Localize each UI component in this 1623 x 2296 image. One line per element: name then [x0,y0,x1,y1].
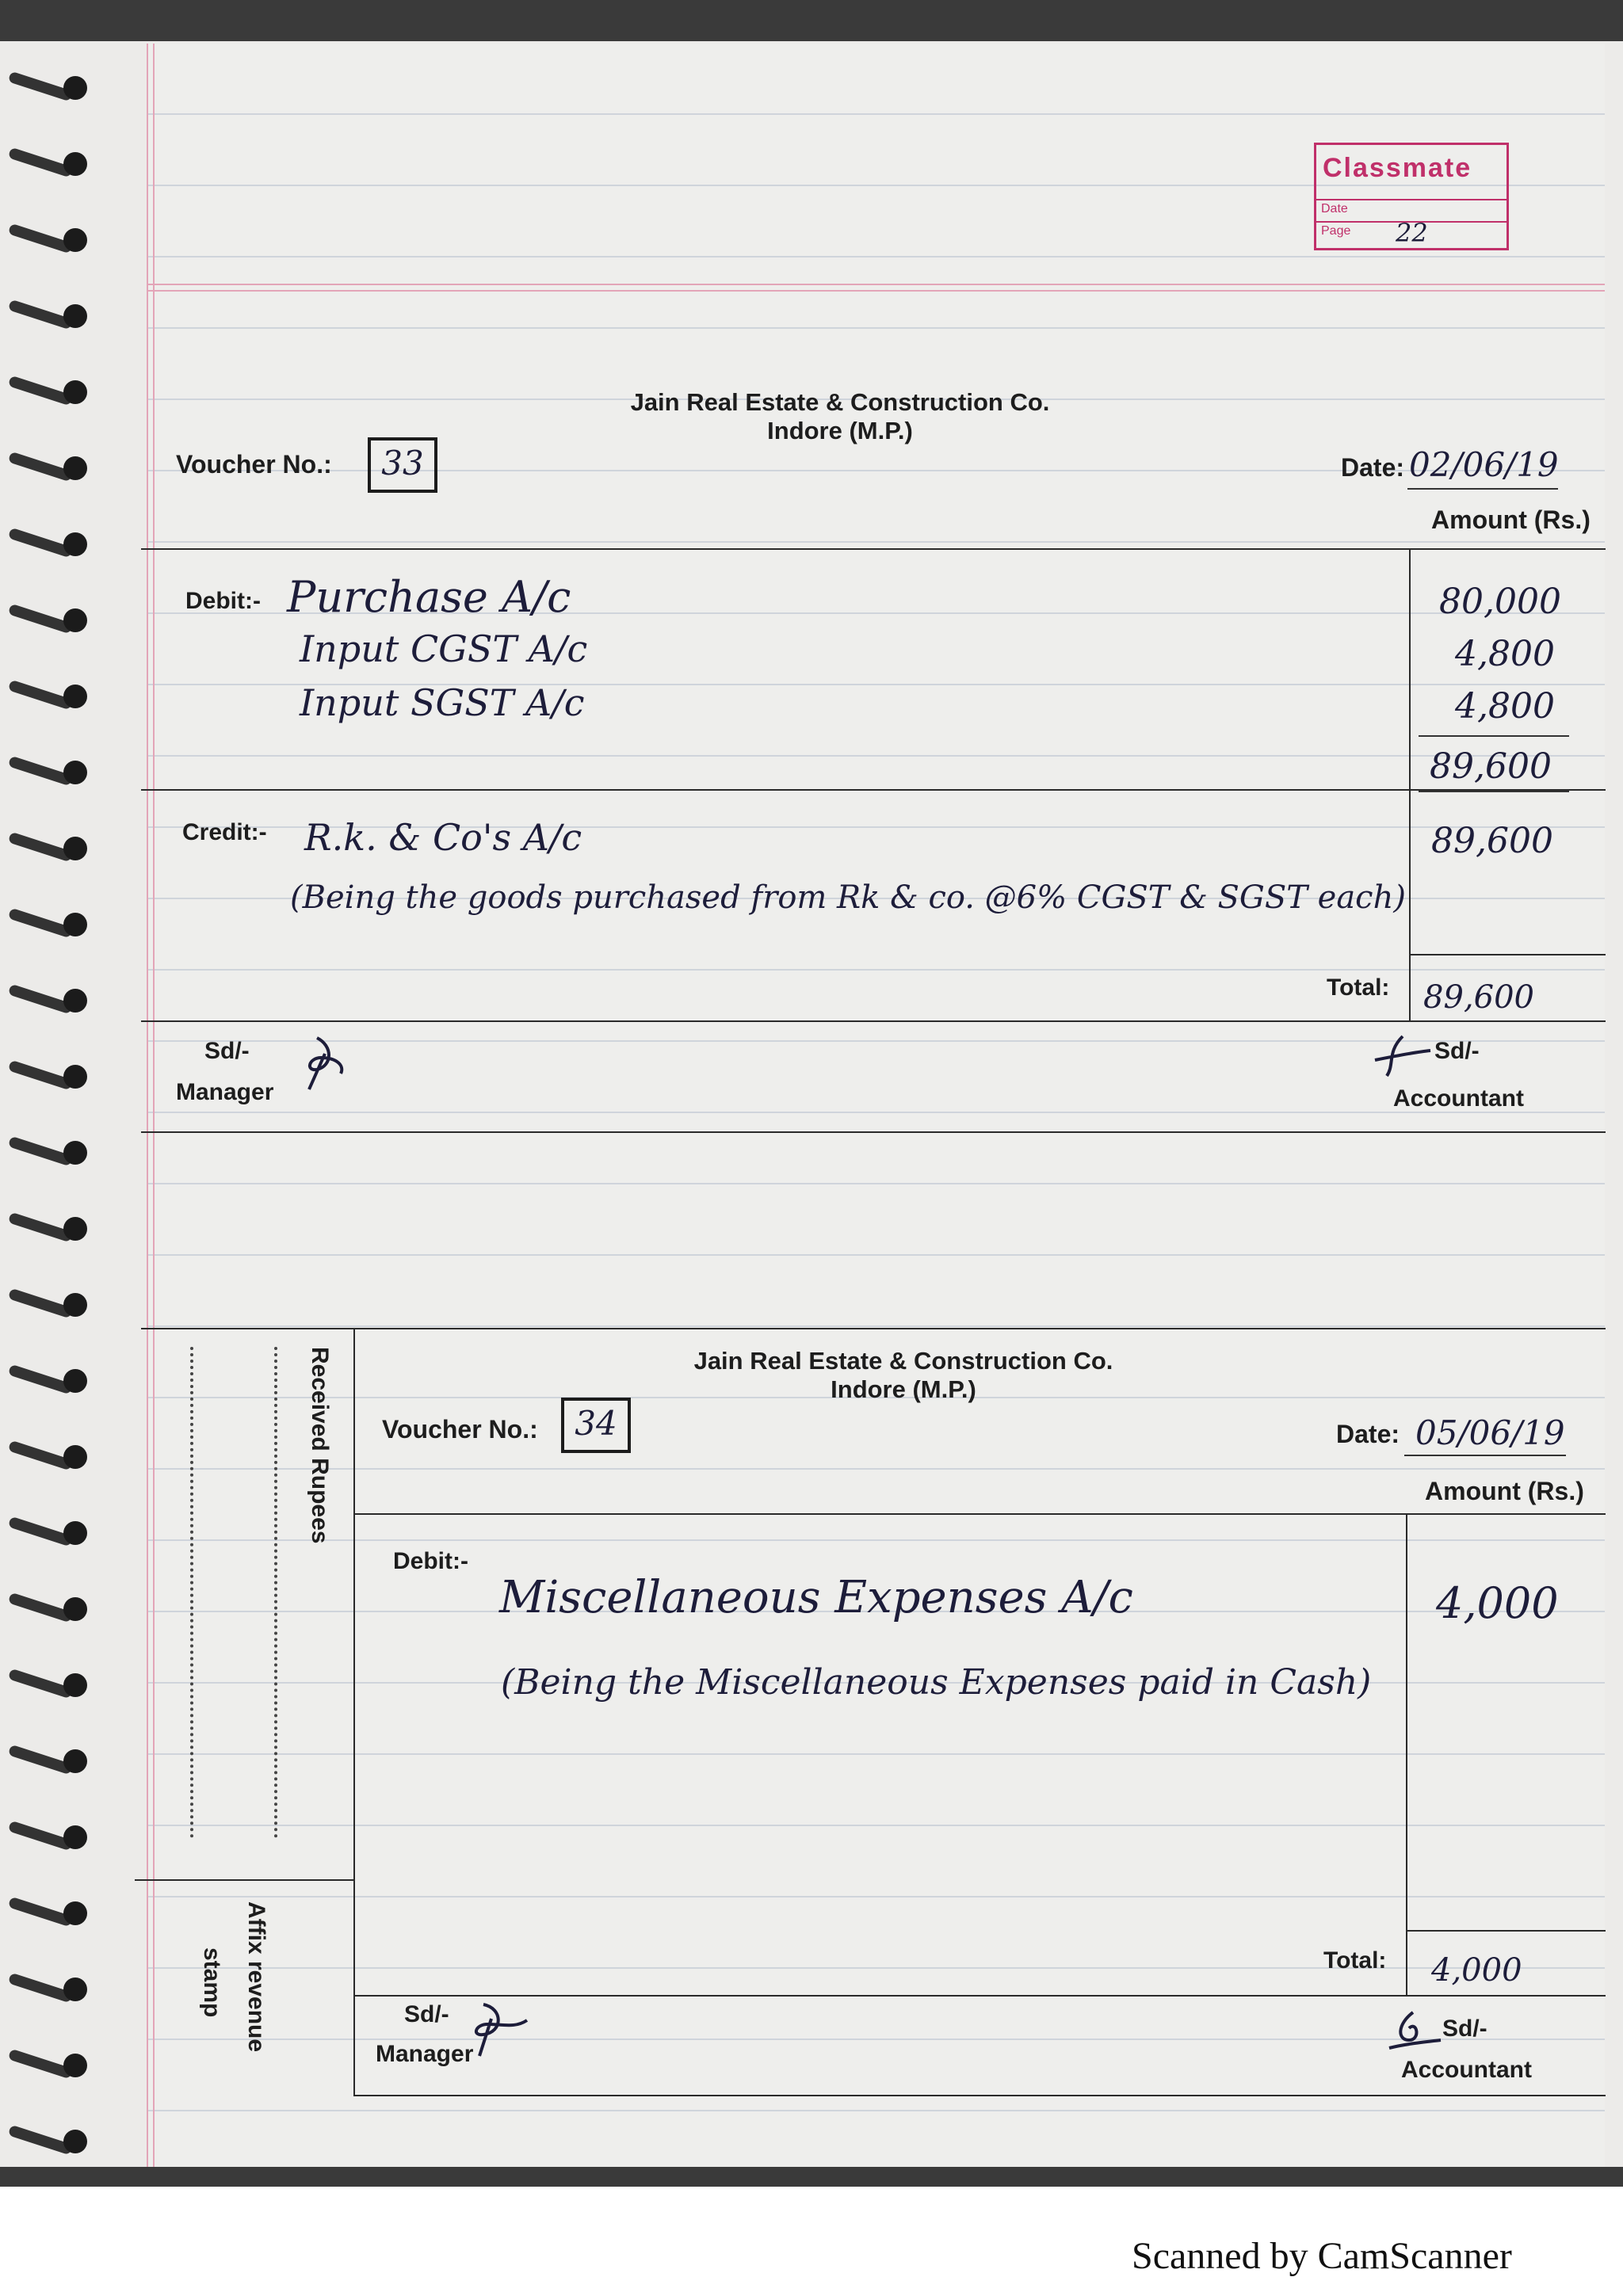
punch-hole [63,1825,87,1849]
punch-hole [63,761,87,784]
spiral-ring [8,2049,87,2081]
spiral-ring [8,299,87,331]
manager-label: Manager [176,1079,274,1105]
credit-entry: R.k. & Co's A/c [304,816,582,859]
punch-hole [63,2130,87,2153]
debit-subtotal-rule [1419,735,1569,737]
stamp-label: stamp [199,1947,225,2018]
accountant-sd: Sd/- [1434,1038,1480,1064]
page-number: 22 [1396,218,1428,248]
stub-stamp-divider [135,1879,355,1881]
narration: (Being the Miscellaneous Expenses paid in Cash) [501,1662,1372,1703]
punch-hole [63,380,87,404]
voucher2-top-rule [141,1328,1606,1329]
margin-line [147,44,148,2167]
stub-dotted-line [274,1347,277,1838]
punch-hole [63,1978,87,2001]
punch-hole [63,913,87,936]
accountant-sd: Sd/- [1442,2016,1487,2042]
spiral-ring [8,1745,87,1776]
total-amount: 89,600 [1423,979,1534,1016]
scan-bottom-edge [0,2167,1623,2187]
debit-subtotal: 89,600 [1430,746,1552,787]
affix-revenue-label: Affix revenue [243,1901,269,2053]
punch-hole [63,76,87,100]
spiral-ring [8,376,87,407]
header-rule-2 [147,290,1605,292]
total-top-rule [1406,1930,1606,1932]
amount-header: Amount (Rs.) [1431,505,1591,534]
punch-hole [63,1673,87,1697]
debit-label: Debit:- [393,1548,468,1574]
margin-line-2 [153,44,155,2167]
punch-hole [63,532,87,556]
stamp-date-label: Date [1321,202,1348,215]
voucher-date: 05/06/19 [1415,1413,1565,1452]
narration: (Being the goods purchased from Rk & co. @6% CGST & SGST each) [290,879,1406,916]
voucher-bottom-rule [141,1131,1606,1133]
debit-entry-input-sgst: Input SGST A/c [300,681,585,724]
manager-signature [460,1997,531,2060]
scanner-watermark: Scanned by CamScanner [1132,2235,1512,2277]
punch-hole [63,1445,87,1469]
spiral-ring [8,147,87,179]
punch-hole [63,304,87,328]
voucher-no-label: Voucher No.: [176,450,332,479]
punch-hole [63,1217,87,1241]
debit-amount-purchase: 80,000 [1439,582,1561,622]
received-rupees-label: Received Rupees [307,1347,333,1544]
punch-hole [63,456,87,480]
spiral-ring [8,756,87,788]
punch-hole [63,837,87,860]
spiral-ring [8,1212,87,1244]
header-rule [147,284,1605,285]
credit-label: Credit:- [182,819,267,845]
manager-signature [293,1030,357,1093]
spiral-ring [8,1973,87,2004]
signature-top-rule [353,1995,1606,1997]
spiral-ring [8,71,87,103]
amount-header: Amount (Rs.) [1425,1477,1584,1505]
punch-hole [63,1065,87,1089]
notebook-page [147,44,1605,2167]
voucher-date: 02/06/19 [1409,445,1559,484]
voucher-no-box: 34 [561,1398,631,1453]
amount-column-rule [1406,1513,1407,1997]
spiral-ring [8,1440,87,1472]
spiral-ring [8,680,87,711]
debit-credit-divider [141,789,1606,791]
spiral-ring [8,1897,87,1928]
spiral-ring [8,1669,87,1700]
punch-hole [63,1293,87,1317]
stub-dotted-line [190,1347,193,1838]
spiral-ring [8,223,87,255]
punch-hole [63,989,87,1013]
spiral-ring [8,604,87,635]
company-name: Jain Real Estate & Construction Co. [630,388,1050,416]
manager-label: Manager [376,2041,474,2067]
spiral-ring [8,2125,87,2157]
stamp-rule [1316,199,1507,200]
spiral-ring [8,984,87,1016]
spiral-ring [8,1136,87,1168]
accountant-signature [1385,2004,1449,2060]
punch-hole [63,228,87,252]
voucher-bottom-rule [353,2095,1606,2096]
signature-top-rule [141,1020,1606,1022]
brand-name: Classmate [1323,153,1472,183]
punch-hole [63,608,87,632]
amount-column-rule [1409,548,1411,1020]
total-label: Total: [1327,974,1390,1001]
debit-entry: Miscellaneous Expenses A/c [499,1572,1133,1623]
voucher-no-box: 33 [368,437,437,493]
spiral-ring [8,1288,87,1320]
company-city: Indore (M.P.) [767,417,913,444]
punch-hole [63,1901,87,1925]
credit-amount: 89,600 [1431,821,1553,861]
accountant-label: Accountant [1393,1085,1524,1112]
punch-hole [63,1369,87,1393]
spiral-ring [8,1516,87,1548]
spiral-ring [8,1364,87,1396]
spiral-ring [8,832,87,864]
debit-amount-cgst: 4,800 [1455,634,1555,674]
total-label: Total: [1323,1947,1387,1974]
punch-hole [63,1141,87,1165]
debit-subtotal-underline [1419,791,1569,792]
total-amount: 4,000 [1431,1952,1522,1989]
accountant-signature [1371,1028,1434,1092]
date-underline [1407,488,1558,490]
total-top-rule [1409,954,1606,955]
date-underline [1404,1455,1566,1456]
accountant-label: Accountant [1401,2057,1532,2083]
date-label: Date: [1336,1420,1400,1448]
punch-hole [63,1521,87,1545]
manager-sd: Sd/- [204,1038,250,1064]
spiral-binding [0,40,95,2187]
punch-hole [63,685,87,708]
debit-entry-input-cgst: Input CGST A/c [300,627,588,670]
debit-amount: 4,000 [1436,1578,1559,1628]
table-top-rule [353,1513,1606,1515]
scan-top-edge [0,0,1623,41]
punch-hole [63,152,87,176]
stub-divider [353,1328,355,2095]
punch-hole [63,1597,87,1621]
company-name: Jain Real Estate & Construction Co. [693,1347,1113,1375]
spiral-ring [8,908,87,940]
stamp-page-label: Page [1321,224,1351,238]
notebook-brand-stamp [1314,143,1509,250]
debit-entry-purchase: Purchase A/c [287,572,571,622]
spiral-ring [8,1060,87,1092]
spiral-ring [8,1592,87,1624]
manager-sd: Sd/- [404,2001,449,2027]
spiral-ring [8,528,87,559]
spiral-ring [8,1821,87,1852]
punch-hole [63,1749,87,1773]
debit-amount-sgst: 4,800 [1455,686,1555,727]
debit-label: Debit:- [185,588,261,614]
company-city: Indore (M.P.) [831,1375,976,1403]
table-top-rule [141,548,1606,550]
date-label: Date: [1341,453,1405,482]
punch-hole [63,2054,87,2077]
spiral-ring [8,452,87,483]
voucher-no-label: Voucher No.: [382,1415,538,1444]
